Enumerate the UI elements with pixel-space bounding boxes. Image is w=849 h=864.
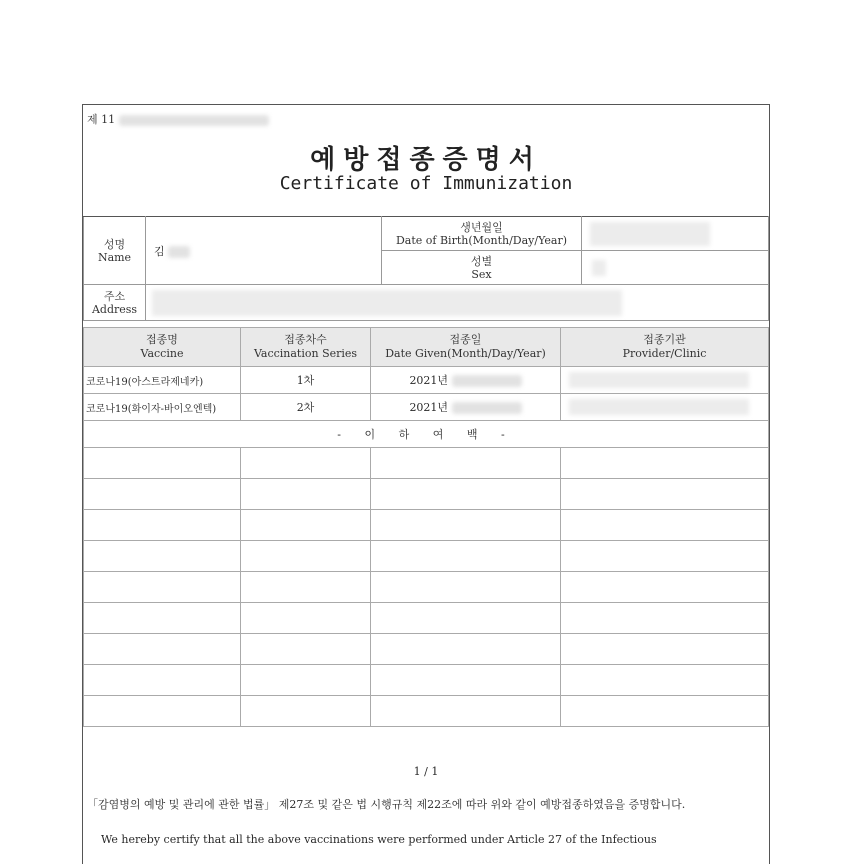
- column-series-ko: 접종차수: [284, 333, 327, 346]
- address-redacted: [152, 290, 622, 316]
- sex-label-en: Sex: [471, 267, 492, 281]
- column-header-vaccine: [84, 328, 241, 367]
- certificate-document: [82, 104, 770, 864]
- vaccine-series: 2차: [241, 394, 371, 421]
- empty-row: [84, 510, 769, 541]
- name-redacted: [168, 246, 190, 258]
- empty-row: [84, 603, 769, 634]
- date-redacted: [452, 402, 522, 414]
- document-number: [87, 111, 269, 127]
- table-row: [84, 394, 769, 421]
- empty-row: [84, 665, 769, 696]
- provider-redacted: [569, 399, 749, 415]
- column-header-date: [371, 328, 561, 367]
- end-marker-row: [84, 421, 769, 448]
- vaccination-table-header: [84, 328, 769, 367]
- dob-redacted: [590, 222, 710, 246]
- table-row: [84, 367, 769, 394]
- column-series-en: Vaccination Series: [253, 347, 358, 360]
- vaccine-date: [371, 394, 561, 421]
- column-header-series: [241, 328, 371, 367]
- sex-label-ko: 성별: [470, 254, 493, 268]
- address-label: [84, 285, 146, 321]
- dob-label-en: Date of Birth(Month/Day/Year): [395, 233, 568, 247]
- empty-row: [84, 541, 769, 572]
- vaccine-series: 1차: [241, 367, 371, 394]
- vaccine-date-year: 2021년: [409, 401, 449, 414]
- personal-info-table: [83, 216, 769, 321]
- vaccine-date-year: 2021년: [409, 374, 449, 387]
- sex-label: [382, 251, 582, 285]
- document-number-prefix: 제 11: [87, 113, 116, 126]
- title-english: Certificate of Immunization: [279, 173, 573, 194]
- vaccine-provider: [561, 394, 769, 421]
- certification-statement-ko: 「감염병의 예방 및 관리에 관한 법률」 제27조 및 같은 법 시행규칙 제22조에 따라 위와 같이 예방접종하였음을 증명합니다.: [87, 798, 686, 811]
- name-value: [146, 217, 382, 285]
- vaccine-name: 코로나19(아스트라제네카): [84, 367, 241, 394]
- empty-row: [84, 448, 769, 479]
- column-vaccine-ko: 접종명: [146, 333, 178, 346]
- address-label-ko: 주소: [103, 289, 126, 303]
- dob-value: [582, 217, 769, 251]
- empty-row: [84, 696, 769, 727]
- vaccine-date: [371, 367, 561, 394]
- vaccine-provider: [561, 367, 769, 394]
- address-label-en: Address: [91, 302, 138, 316]
- column-provider-ko: 접종기관: [643, 333, 686, 346]
- empty-row: [84, 634, 769, 665]
- sex-redacted: [592, 260, 606, 276]
- name-label-ko: 성명: [103, 237, 126, 251]
- certification-statement-en: We hereby certify that all the above vaccinations were performed under Article 27 of the Infectious: [101, 833, 657, 846]
- dob-label: [382, 217, 582, 251]
- address-value: [146, 285, 769, 321]
- document-number-redacted: [119, 115, 269, 126]
- column-date-en: Date Given(Month/Day/Year): [385, 347, 546, 360]
- name-label-en: Name: [97, 250, 132, 264]
- vaccination-table: [83, 327, 769, 727]
- page-number: 1 / 1: [413, 765, 439, 778]
- name-value-text: 김: [154, 244, 165, 258]
- title-korean: 예방접종증명서: [310, 145, 542, 175]
- date-redacted: [452, 375, 522, 387]
- column-header-provider: [561, 328, 769, 367]
- provider-redacted: [569, 372, 749, 388]
- dob-label-ko: 생년월일: [460, 220, 503, 234]
- end-marker: - 이 하 여 백 -: [84, 421, 769, 448]
- column-provider-en: Provider/Clinic: [622, 347, 707, 360]
- empty-row: [84, 479, 769, 510]
- empty-row: [84, 572, 769, 603]
- column-vaccine-en: Vaccine: [140, 347, 184, 360]
- column-date-ko: 접종일: [449, 333, 482, 346]
- vaccine-name: 코로나19(화이자-바이오엔텍): [84, 394, 241, 421]
- name-label: [84, 217, 146, 285]
- sex-value: [582, 251, 769, 285]
